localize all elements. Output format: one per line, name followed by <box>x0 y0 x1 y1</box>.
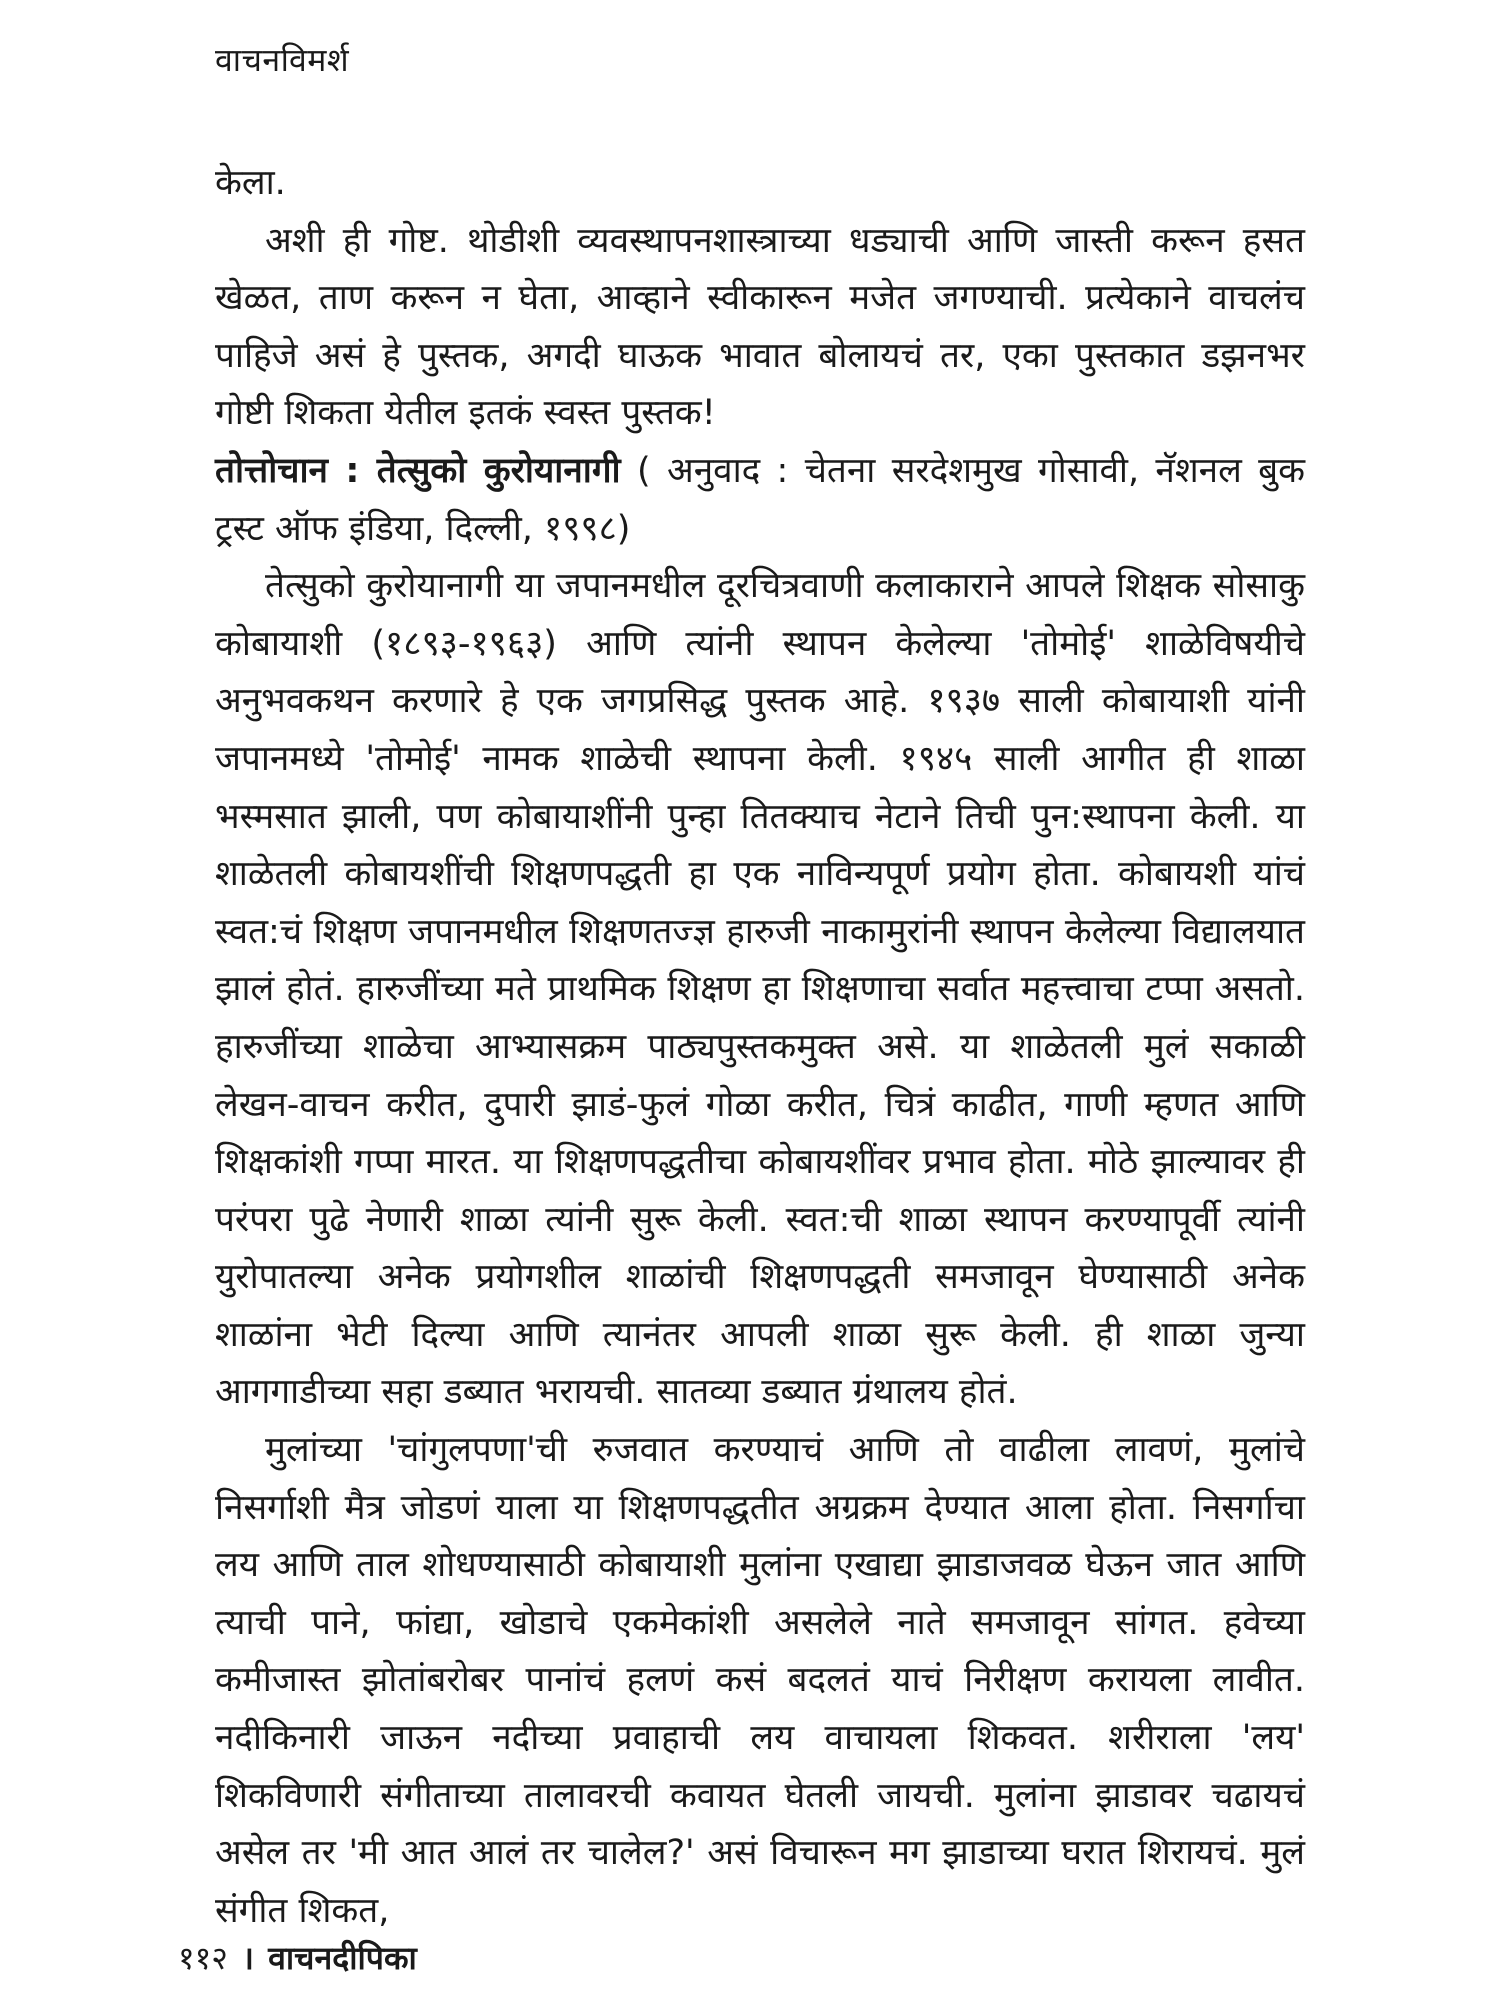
page-footer <box>178 1936 417 1979</box>
book-citation <box>215 443 1305 558</box>
book-details: ( अनुवाद : चेतना सरदेशमुख गोसावी, नॅशनल बुक ट्रस्ट ऑफ इंडिया, दिल्ली, १९९८) <box>215 450 1306 549</box>
running-header-title: वाचनविमर्श <box>215 41 350 79</box>
series-title: वाचनदीपिका <box>268 1939 417 1977</box>
book-title: तोत्तोचान : तेत्सुको कुरोयानागी <box>215 450 621 491</box>
page-number: ११२ <box>178 1939 228 1977</box>
continuation-line: केला. <box>215 163 286 203</box>
paragraph-3: मुलांच्या 'चांगुलपणा'ची रुजवात करण्याचं आणि तो वाढीला लावणं, मुलांचे निसर्गाशी मैत्र जोडणं याला या शिक्षणपद्धतीत अग्रक्रम देण्यात आला होता. निसर्गाचा लय आणि ताल शोधण्यासाठी कोबायाशी मुलांना एखाद्या झाडाजवळ घेऊन जात आणि त्याची पाने, फांद्या, खोडाचे एकमेकांशी असलेले नाते समजावून सांगत. हवेच्या कमीजास्त झोतांबरोबर पानांचं हलणं कसं बदलतं याचं निरीक्षण करायला लावीत. नदीकिनारी जाऊन नदीच्या प्रवाहाची लय वाचायला शिकवत. शरीराला 'लय' शिकविणारी संगीताच्या तालावरची कवायत घेतली जायची. मुलांना झाडावर चढायचं असेल तर 'मी आत आलं तर चालेल?' असं विचारून मग झाडाच्या घरात शिरायचं. मुलं संगीत शिकत, <box>215 1430 1305 1931</box>
paragraph-1: अशी ही गोष्ट. थोडीशी व्यवस्थापनशास्त्राच्या धड्याची आणि जास्ती करून हसत खेळत, ताण करून न घेता, आव्हाने स्वीकारून मजेत जगण्याची. प्रत्येकाने वाचलंच पाहिजे असं हे पुस्तक, अगदी घाऊक भावात बोलायचं तर, एका पुस्तकात डझनभर गोष्टी शिकता येतील इतकं स्वस्त पुस्तक! <box>215 220 1305 434</box>
paragraph-2: तेत्सुको कुरोयानागी या जपानमधील दूरचित्रवाणी कलाकाराने आपले शिक्षक सोसाकु कोबायाशी (१८९३-१९६३) आणि त्यांनी स्थापन केलेल्या 'तोमोई' शाळेविषयीचे अनुभवकथन करणारे हे एक जगप्रसिद्ध पुस्तक आहे. १९३७ साली कोबायाशी यांनी जपानमध्ये 'तोमोई' नामक शाळेची स्थापना केली. १९४५ साली आगीत ही शाळा भस्मसात झाली, पण कोबायाशींनी पुन्हा तितक्याच नेटाने तिची पुन:स्थापना केली. या शाळेतली कोबायशींची शिक्षणपद्धती हा एक नाविन्यपूर्ण प्रयोग होता. कोबायशी यांचं स्वत:चं शिक्षण जपानमधील शिक्षणतज्ज्ञ हारुजी नाकामुरांनी स्थापन केलेल्या विद्यालयात झालं होतं. हारुजींच्या मते प्राथमिक शिक्षण हा शिक्षणाचा सर्वात महत्त्वाचा टप्पा असतो. हारुजींच्या शाळेचा आभ्यासक्रम पाठ्यपुस्तकमुक्त असे. या शाळेतली मुलं सकाळी लेखन-वाचन करीत, दुपारी झाडं-फुलं गोळा करीत, चित्रं काढीत, गाणी म्हणत आणि शिक्षकांशी गप्पा मारत. या शिक्षणपद्धतीचा कोबायशींवर प्रभाव होता. मोठे झाल्यावर ही परंपरा पुढे नेणारी शाळा त्यांनी सुरू केली. स्वत:ची शाळा स्थापन करण्यापूर्वी त्यांनी युरोपातल्या अनेक प्रयोगशील शाळांची शिक्षणपद्धती समजावून घेण्यासाठी अनेक शाळांना भेटी दिल्या आणि त्यानंतर आपली शाळा सुरू केली. ही शाळा जुन्या आगगाडीच्या सहा डब्यात भरायची. सातव्या डब्यात ग्रंथालय होतं. <box>215 566 1305 1413</box>
footer-separator: । <box>241 1939 255 1977</box>
main-text <box>215 155 1305 1940</box>
